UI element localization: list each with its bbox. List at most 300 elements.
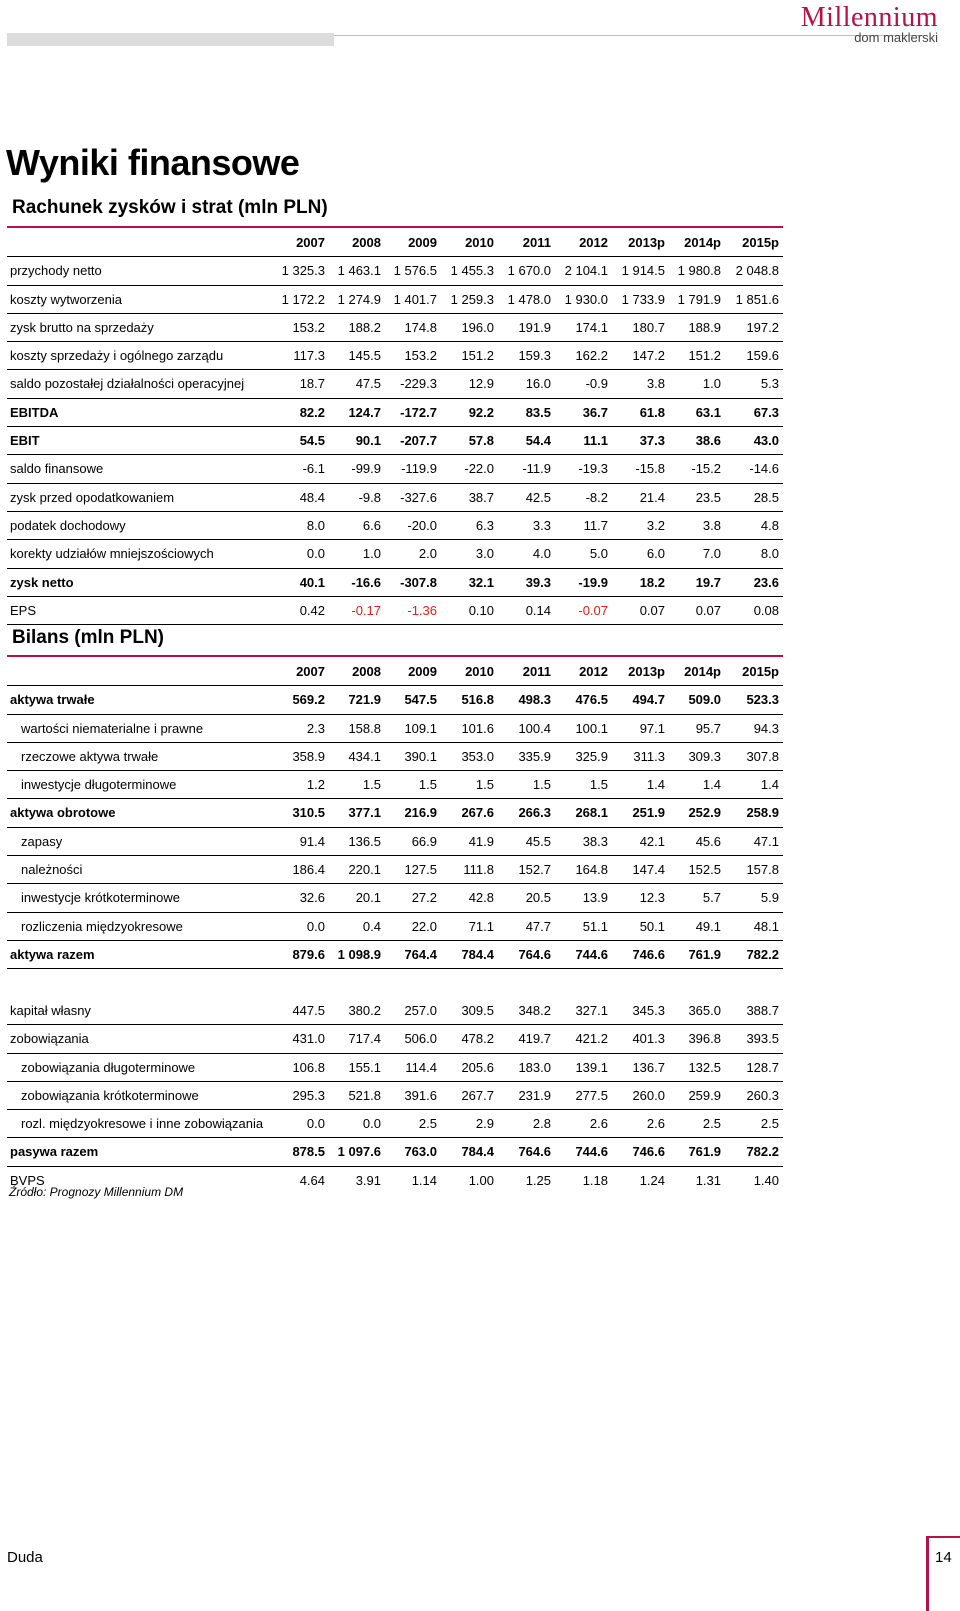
cell-value: 309.5: [461, 1003, 494, 1018]
cell-value: 393.5: [746, 1031, 779, 1047]
cell-value: 45.5: [525, 833, 551, 849]
cell-value: 5.0: [589, 546, 608, 562]
cell-value: 38.3: [582, 833, 608, 849]
cell-value: 191.9: [518, 319, 551, 335]
cell-value: 101.6: [461, 720, 494, 736]
cell-value: 476.5: [575, 692, 608, 708]
page-title: Wyniki finansowe: [6, 142, 300, 183]
cell-value: 1.25: [525, 1172, 551, 1188]
bs-table: [7, 658, 783, 969]
cell-value: 1 670.0: [507, 263, 551, 279]
cell-value: 1 325.3: [281, 263, 325, 279]
cell-value: 764.6: [518, 946, 551, 962]
row-label: zysk netto: [10, 574, 74, 590]
row-label: aktywa razem: [10, 946, 95, 962]
cell-value: 1.5: [418, 777, 437, 793]
year-header: 2008: [352, 235, 381, 250]
cell-value: 2.8: [532, 1116, 551, 1132]
table-row: [7, 597, 783, 625]
cell-value: 267.7: [461, 1087, 494, 1103]
cell-value: 6.3: [475, 517, 494, 533]
cell-value: 277.5: [575, 1087, 608, 1103]
cell-value: 761.9: [688, 1144, 721, 1160]
cell-value: 186.4: [292, 862, 325, 878]
cell-value: 151.2: [461, 348, 494, 364]
table-header-row: [7, 229, 783, 257]
cell-value: 2.3: [306, 720, 325, 736]
cell-value: 20.1: [355, 890, 381, 906]
cell-value: 42.8: [468, 890, 494, 906]
cell-value: 32.6: [299, 890, 325, 906]
cell-value: -20.0: [407, 517, 437, 533]
cell-value: 83.5: [525, 404, 551, 420]
pnl-heading: Rachunek zysków i strat (mln PLN): [12, 197, 328, 218]
cell-value: 128.7: [746, 1059, 779, 1075]
cell-value: 1 097.6: [337, 1144, 381, 1160]
cell-value: 159.6: [746, 348, 779, 364]
row-label: BVPS: [10, 1172, 45, 1188]
row-label: zysk przed opodatkowaniem: [10, 489, 175, 505]
cell-value: 2.5: [702, 1116, 721, 1132]
table-row: [7, 715, 783, 743]
row-label: aktywa trwałe: [10, 692, 95, 708]
cell-value: 97.1: [639, 720, 665, 736]
cell-value: 523.3: [746, 692, 779, 708]
cell-value: 3.3: [532, 517, 551, 533]
cell-value: 20.5: [525, 890, 551, 906]
cell-value: 309.3: [688, 748, 721, 764]
cell-value: 1.00: [468, 1172, 494, 1188]
row-label: zobowiązania krótkoterminowe: [21, 1087, 199, 1103]
row-label: saldo pozostałej działalności operacyjnej: [10, 376, 245, 392]
cell-value: 152.5: [688, 862, 721, 878]
cell-value: 1 274.9: [337, 291, 381, 307]
cell-value: 509.0: [688, 692, 721, 708]
cell-value: 47.7: [525, 918, 551, 934]
cell-value: 1 930.0: [564, 291, 608, 307]
table-row: [7, 427, 783, 455]
cell-value: -11.9: [522, 461, 551, 477]
table-row: [7, 913, 783, 941]
cell-value: 1.40: [753, 1172, 779, 1188]
cell-value: 0.07: [695, 602, 721, 618]
cell-value: 100.4: [518, 720, 551, 736]
year-header: 2011: [522, 664, 551, 679]
cell-value: -19.9: [578, 574, 608, 590]
cell-value: 365.0: [688, 1003, 721, 1018]
row-label: podatek dochodowy: [10, 517, 126, 533]
cell-value: 28.5: [753, 489, 779, 505]
table-row: [7, 314, 783, 342]
cell-value: 2.0: [418, 546, 437, 562]
cell-value: 1 455.3: [450, 263, 494, 279]
cell-value: 95.7: [695, 720, 721, 736]
cell-value: 1 098.9: [337, 946, 381, 962]
cell-value: 784.4: [461, 1144, 494, 1160]
cell-value: 183.0: [518, 1059, 551, 1075]
cell-value: 2.6: [646, 1116, 665, 1132]
table-header-row: [7, 658, 783, 686]
table-row: [7, 1082, 783, 1110]
table-row: [7, 771, 783, 799]
cell-value: 22.0: [411, 918, 437, 934]
cell-value: 5.3: [760, 376, 779, 392]
cell-value: 42.5: [525, 489, 551, 505]
cell-value: 310.5: [292, 805, 325, 821]
row-label: EBITDA: [10, 404, 59, 420]
cell-value: -8.2: [585, 489, 608, 505]
cell-value: 3.0: [475, 546, 494, 562]
bs-table-liabilities: [7, 997, 783, 1194]
table-row: [7, 540, 783, 568]
row-label: EBIT: [10, 433, 40, 449]
table-row: [7, 884, 783, 912]
cell-value: 21.4: [639, 489, 665, 505]
cell-value: 1 791.9: [677, 291, 721, 307]
table-row: [7, 997, 783, 1025]
cell-value: 158.8: [348, 720, 381, 736]
cell-value: 268.1: [575, 805, 608, 821]
cell-value: 41.9: [468, 833, 494, 849]
row-label: przychody netto: [10, 263, 102, 279]
cell-value: 2.5: [760, 1116, 779, 1132]
cell-value: 1.5: [362, 777, 381, 793]
cell-value: 139.1: [575, 1059, 608, 1075]
table-row: [7, 686, 783, 714]
table-row: [7, 1138, 783, 1166]
cell-value: 2.6: [589, 1116, 608, 1132]
cell-value: 174.8: [404, 319, 437, 335]
cell-value: 45.6: [695, 833, 721, 849]
brand-logo: [801, 2, 938, 44]
cell-value: 164.8: [575, 862, 608, 878]
cell-value: 3.2: [646, 517, 665, 533]
cell-value: -0.9: [585, 376, 608, 392]
cell-value: 251.9: [632, 805, 665, 821]
table-row: [7, 856, 783, 884]
cell-value: 1 478.0: [507, 291, 551, 307]
cell-value: 0.10: [468, 602, 494, 618]
year-header: 2012: [579, 664, 608, 679]
cell-value: 90.1: [355, 433, 381, 449]
cell-value: 38.6: [695, 433, 721, 449]
cell-value: 0.0: [306, 546, 325, 562]
cell-value: -327.6: [400, 489, 437, 505]
pnl-top-rule: [7, 226, 783, 228]
cell-value: 380.2: [348, 1003, 381, 1018]
cell-value: 1.18: [582, 1172, 608, 1188]
cell-value: 401.3: [632, 1031, 665, 1047]
cell-value: 506.0: [404, 1031, 437, 1047]
cell-value: 180.7: [632, 319, 665, 335]
cell-value: 764.4: [404, 946, 437, 962]
cell-value: 2.9: [475, 1116, 494, 1132]
cell-value: 1.5: [589, 777, 608, 793]
year-header: 2007: [296, 664, 325, 679]
cell-value: 0.4: [362, 918, 381, 934]
cell-value: 8.0: [306, 517, 325, 533]
cell-value: 157.8: [746, 862, 779, 878]
cell-value: 498.3: [518, 692, 551, 708]
cell-value: -307.8: [400, 574, 437, 590]
cell-value: 260.0: [632, 1087, 665, 1103]
cell-value: 220.1: [348, 862, 381, 878]
cell-value: 0.0: [306, 1116, 325, 1132]
cell-value: 196.0: [461, 319, 494, 335]
cell-value: 377.1: [348, 805, 381, 821]
row-label: należności: [21, 862, 83, 878]
cell-value: 434.1: [348, 748, 381, 764]
table-row: [7, 1025, 783, 1053]
cell-value: 267.6: [461, 805, 494, 821]
table-row: [7, 484, 783, 512]
pnl-table: [7, 229, 783, 625]
header-gray-bar: [7, 33, 334, 46]
cell-value: 447.5: [292, 1003, 325, 1018]
cell-value: 879.6: [292, 946, 325, 962]
cell-value: 147.4: [632, 862, 665, 878]
row-label: pasywa razem: [10, 1144, 99, 1160]
year-header: 2009: [408, 664, 437, 679]
cell-value: 335.9: [518, 748, 551, 764]
cell-value: 325.9: [575, 748, 608, 764]
cell-value: 136.5: [348, 833, 381, 849]
cell-value: 1 401.7: [393, 291, 437, 307]
year-header: 2015p: [742, 664, 779, 679]
cell-value: 0.14: [525, 602, 551, 618]
row-label: inwestycje krótkoterminowe: [21, 890, 180, 906]
table-row: [7, 286, 783, 314]
year-header: 2014p: [684, 235, 721, 250]
table-row: [7, 512, 783, 540]
cell-value: 8.0: [760, 546, 779, 562]
year-header: 2010: [465, 235, 494, 250]
cell-value: 51.1: [582, 918, 608, 934]
cell-value: -119.9: [401, 461, 437, 477]
cell-value: 197.2: [746, 319, 779, 335]
year-header: 2015p: [742, 235, 779, 250]
cell-value: 94.3: [753, 720, 779, 736]
cell-value: 257.0: [404, 1003, 437, 1018]
cell-value: 6.0: [646, 546, 665, 562]
row-label: koszty wytworzenia: [10, 291, 122, 307]
cell-value: 1.31: [695, 1172, 721, 1188]
cell-value: 764.6: [518, 1144, 551, 1160]
cell-value: 49.1: [695, 918, 721, 934]
cell-value: 54.4: [525, 433, 551, 449]
source-note: Źródło: Prognozy Millennium DM: [9, 1185, 184, 1199]
cell-value: 12.3: [639, 890, 665, 906]
cell-value: 92.2: [468, 404, 494, 420]
row-label: aktywa obrotowe: [10, 805, 116, 821]
cell-value: 205.6: [461, 1059, 494, 1075]
cell-value: 82.2: [299, 404, 325, 420]
cell-value: 54.5: [299, 433, 325, 449]
cell-value: 159.3: [518, 348, 551, 364]
cell-value: 391.6: [404, 1087, 437, 1103]
cell-value: 0.08: [753, 602, 779, 618]
cell-value: 0.0: [306, 918, 325, 934]
table-row: [7, 257, 783, 285]
cell-value: 43.0: [753, 433, 779, 449]
cell-value: 782.2: [746, 1144, 779, 1160]
cell-value: 1.14: [411, 1172, 437, 1188]
cell-value: 100.1: [575, 720, 608, 736]
cell-value: 145.5: [348, 348, 381, 364]
cell-value: 1.5: [475, 777, 494, 793]
cell-value: 162.2: [575, 348, 608, 364]
cell-value: 13.9: [582, 890, 608, 906]
table-row: [7, 1054, 783, 1082]
cell-value: 4.0: [532, 546, 551, 562]
cell-value: 114.4: [405, 1059, 437, 1075]
cell-value: 1 980.8: [677, 263, 721, 279]
cell-value: 16.0: [525, 376, 551, 392]
cell-value: 746.6: [632, 1144, 665, 1160]
cell-value: 66.9: [411, 833, 437, 849]
cell-value: 348.2: [518, 1003, 551, 1018]
row-label: zapasy: [21, 833, 63, 849]
cell-value: 174.1: [575, 319, 608, 335]
cell-value: 569.2: [292, 692, 325, 708]
cell-value: -172.7: [400, 404, 437, 420]
cell-value: 353.0: [461, 748, 494, 764]
row-label: koszty sprzedaży i ogólnego zarządu: [10, 348, 224, 364]
table-row: [7, 941, 783, 969]
page-number: 14: [935, 1549, 952, 1566]
row-label: inwestycje długoterminowe: [21, 777, 177, 793]
cell-value: 763.0: [404, 1144, 437, 1160]
cell-value: 295.3: [292, 1087, 325, 1103]
cell-value: -15.8: [635, 461, 665, 477]
cell-value: 1.5: [532, 777, 551, 793]
cell-value: 746.6: [632, 946, 665, 962]
cell-value: 1 259.3: [450, 291, 494, 307]
cell-value: 231.9: [518, 1087, 551, 1103]
cell-value: 1.2: [306, 777, 325, 793]
cell-value: -1.36: [407, 602, 437, 618]
cell-value: 358.9: [292, 748, 325, 764]
cell-value: 36.7: [582, 404, 608, 420]
cell-value: 1.4: [702, 777, 721, 793]
cell-value: 1.0: [362, 546, 381, 562]
cell-value: 1 172.2: [281, 291, 325, 307]
brand-name: Millennium: [800, 2, 938, 33]
cell-value: 260.3: [746, 1087, 779, 1103]
cell-value: 396.8: [688, 1031, 721, 1047]
cell-value: -0.17: [351, 602, 381, 618]
cell-value: 63.1: [695, 404, 721, 420]
cell-value: 1 463.1: [337, 263, 381, 279]
cell-value: 152.7: [518, 862, 551, 878]
cell-value: 0.07: [639, 602, 665, 618]
table-row: [7, 370, 783, 398]
cell-value: 1.0: [702, 376, 721, 392]
cell-value: 784.4: [461, 946, 494, 962]
cell-value: -15.2: [691, 461, 721, 477]
cell-value: 147.2: [632, 348, 665, 364]
row-label: rozliczenia międzyokresowe: [21, 918, 183, 934]
cell-value: 2 104.1: [564, 263, 608, 279]
row-label: korekty udziałów mniejszościowych: [10, 546, 214, 562]
cell-value: 57.8: [468, 433, 494, 449]
cell-value: 878.5: [292, 1144, 325, 1160]
cell-value: -6.1: [302, 461, 325, 477]
cell-value: -207.7: [400, 433, 437, 449]
cell-value: 421.2: [575, 1031, 608, 1047]
cell-value: 3.8: [646, 376, 665, 392]
cell-value: 11.1: [583, 433, 608, 449]
cell-value: 1.4: [760, 777, 779, 793]
cell-value: 47.5: [355, 376, 381, 392]
cell-value: 48.4: [299, 489, 325, 505]
table-row: [7, 743, 783, 771]
cell-value: 6.6: [362, 517, 381, 533]
cell-value: 5.7: [702, 890, 721, 906]
cell-value: 388.7: [746, 1003, 779, 1018]
cell-value: 47.1: [753, 833, 779, 849]
cell-value: 50.1: [639, 918, 665, 934]
row-label: kapitał własny: [10, 1003, 91, 1018]
cell-value: 258.9: [746, 805, 779, 821]
row-label: zobowiązania: [10, 1031, 89, 1047]
year-header: 2013p: [628, 235, 665, 250]
cell-value: 1.4: [646, 777, 665, 793]
cell-value: 23.6: [753, 574, 779, 590]
cell-value: 327.1: [575, 1003, 608, 1018]
cell-value: 311.3: [633, 748, 665, 764]
table-row: [7, 399, 783, 427]
footer-accent-bar: [926, 1536, 929, 1611]
cell-value: 3.8: [702, 517, 721, 533]
cell-value: 91.4: [299, 833, 325, 849]
cell-value: -229.3: [400, 376, 437, 392]
cell-value: 71.1: [468, 918, 494, 934]
cell-value: 0.0: [362, 1116, 381, 1132]
cell-value: 216.9: [404, 805, 437, 821]
cell-value: 61.8: [639, 404, 665, 420]
cell-value: 11.7: [583, 517, 608, 533]
row-label: rzeczowe aktywa trwałe: [21, 748, 159, 764]
cell-value: 494.7: [632, 692, 665, 708]
cell-value: 127.5: [404, 862, 437, 878]
cell-value: 106.8: [292, 1059, 325, 1075]
cell-value: -14.6: [749, 461, 779, 477]
cell-value: 48.1: [753, 918, 779, 934]
cell-value: 0.42: [299, 602, 325, 618]
year-header: 2009: [408, 235, 437, 250]
cell-value: 721.9: [348, 692, 381, 708]
year-header: 2014p: [684, 664, 721, 679]
cell-value: -99.9: [351, 461, 381, 477]
cell-value: 1 914.5: [621, 263, 665, 279]
cell-value: 3.91: [355, 1172, 381, 1188]
cell-value: 153.2: [292, 319, 325, 335]
cell-value: -0.07: [578, 602, 608, 618]
row-label: EPS: [10, 602, 37, 618]
cell-value: 744.6: [575, 1144, 608, 1160]
cell-value: 136.7: [632, 1059, 665, 1075]
cell-value: 12.9: [468, 376, 494, 392]
cell-value: 1 851.6: [735, 291, 779, 307]
cell-value: 18.2: [639, 574, 665, 590]
cell-value: 2 048.8: [735, 263, 779, 279]
cell-value: 117.3: [293, 348, 325, 364]
cell-value: 155.1: [348, 1059, 381, 1075]
cell-value: 109.1: [404, 720, 437, 736]
cell-value: 521.8: [348, 1087, 381, 1103]
table-row: [7, 342, 783, 370]
